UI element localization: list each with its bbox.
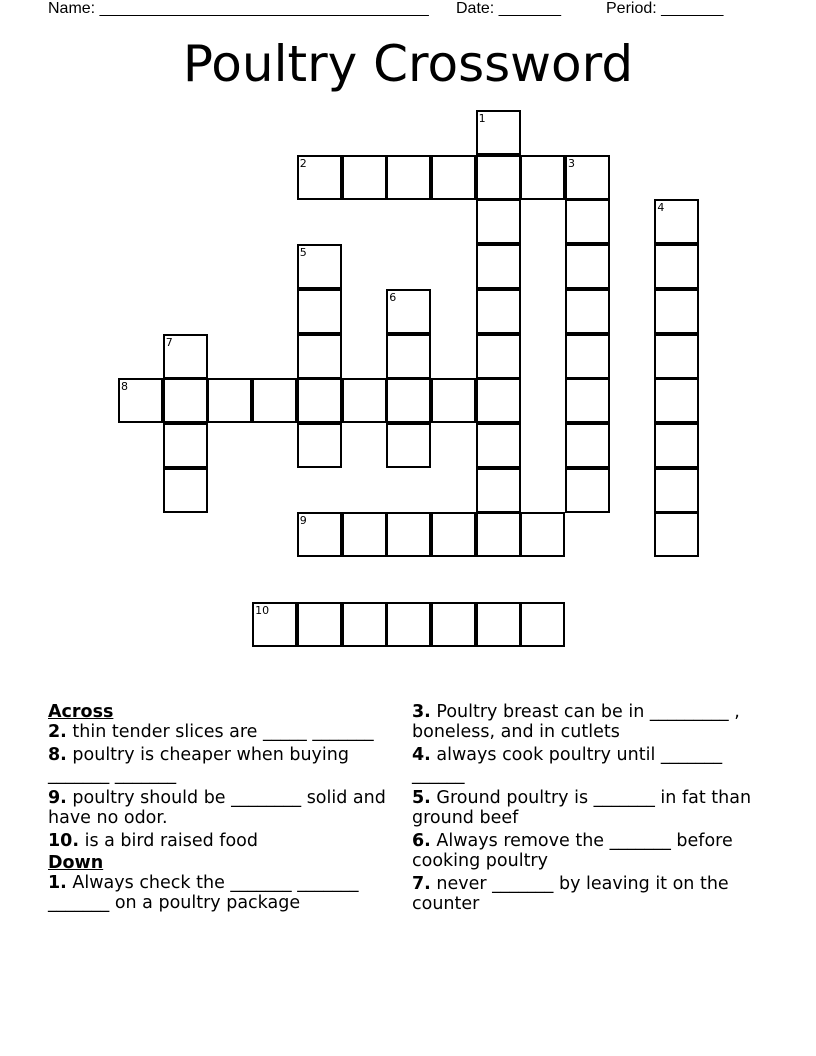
clue-number: 3 bbox=[568, 156, 575, 170]
crossword-cell[interactable] bbox=[207, 378, 252, 423]
crossword-cell[interactable] bbox=[565, 244, 610, 289]
crossword-cell[interactable] bbox=[342, 602, 387, 647]
crossword-cell[interactable] bbox=[431, 378, 476, 423]
crossword-cell[interactable] bbox=[163, 423, 208, 468]
clue-number: 4 bbox=[657, 201, 665, 215]
crossword-cell[interactable] bbox=[476, 378, 521, 423]
clue-down-6: 6. Always remove the _______ before cooking poultry bbox=[412, 831, 733, 871]
crossword-cell[interactable] bbox=[342, 512, 387, 557]
clue-across-8: 8. poultry is cheaper when buying _______ _______ bbox=[48, 745, 349, 785]
crossword-cell[interactable] bbox=[476, 512, 521, 557]
clue-number: 2 bbox=[299, 156, 307, 170]
crossword-cell[interactable] bbox=[476, 289, 521, 334]
crossword-cell[interactable] bbox=[654, 423, 699, 468]
crossword-cell[interactable] bbox=[252, 378, 297, 423]
crossword-cell[interactable] bbox=[654, 244, 699, 289]
crossword-cell[interactable] bbox=[565, 334, 610, 379]
crossword-cell[interactable] bbox=[297, 334, 342, 379]
clue-number: 8 bbox=[121, 380, 128, 394]
crossword-cell[interactable] bbox=[565, 199, 610, 244]
crossword-cell[interactable] bbox=[654, 378, 699, 423]
crossword-cell[interactable] bbox=[476, 423, 521, 468]
period-field-label[interactable]: Period: _______ bbox=[606, 0, 724, 17]
crossword-cell[interactable] bbox=[476, 155, 521, 200]
crossword-cell[interactable] bbox=[565, 468, 610, 513]
clue-across-2: 2. thin tender slices are _____ _______ bbox=[48, 722, 374, 742]
crossword-cell[interactable] bbox=[476, 199, 521, 244]
crossword-cell[interactable] bbox=[520, 602, 565, 647]
crossword-cell[interactable] bbox=[476, 602, 521, 647]
down-heading: Down bbox=[48, 853, 104, 873]
crossword-cell[interactable] bbox=[431, 512, 476, 557]
crossword-cell[interactable] bbox=[520, 512, 565, 557]
crossword-cell[interactable] bbox=[520, 155, 565, 200]
crossword-cell[interactable] bbox=[297, 378, 342, 423]
crossword-cell[interactable] bbox=[342, 155, 387, 200]
crossword-cell[interactable] bbox=[654, 199, 699, 244]
crossword-cell[interactable] bbox=[476, 468, 521, 513]
across-heading: Across bbox=[48, 702, 114, 722]
crossword-cell[interactable] bbox=[342, 378, 387, 423]
crossword-cell[interactable] bbox=[386, 289, 431, 334]
clue-number: 10 bbox=[255, 603, 270, 617]
crossword-cell[interactable] bbox=[386, 155, 431, 200]
crossword-cell[interactable] bbox=[565, 423, 610, 468]
crossword-cell[interactable] bbox=[386, 378, 431, 423]
crossword-cell[interactable] bbox=[654, 289, 699, 334]
clue-down-5: 5. Ground poultry is _______ in fat than ground beef bbox=[412, 788, 752, 828]
crossword-cell[interactable] bbox=[252, 602, 297, 647]
crossword-cell[interactable] bbox=[297, 512, 342, 557]
clue-across-10: 10. is a bird raised food bbox=[48, 831, 258, 851]
clue-down-3: 3. Poultry breast can be in _________ , boneless, and in cutlets bbox=[412, 702, 740, 742]
crossword-cell[interactable] bbox=[297, 423, 342, 468]
name-field-label[interactable]: Name: _____________________________________ bbox=[48, 0, 429, 17]
crossword-cell[interactable] bbox=[654, 468, 699, 513]
crossword-cell[interactable] bbox=[431, 155, 476, 200]
clue-number: 7 bbox=[165, 335, 173, 349]
crossword-cell[interactable] bbox=[654, 334, 699, 379]
crossword-cell[interactable] bbox=[386, 512, 431, 557]
crossword-cell[interactable] bbox=[297, 602, 342, 647]
clue-down-1: 1. Always check the _______ _______ _______ on a poultry package bbox=[48, 873, 359, 913]
crossword-cell[interactable] bbox=[386, 334, 431, 379]
clues-right-column bbox=[412, 702, 764, 917]
clue-number: 9 bbox=[299, 514, 307, 528]
crossword-cell[interactable] bbox=[565, 378, 610, 423]
crossword-cell[interactable] bbox=[476, 110, 521, 155]
clue-down-4: 4. always cook poultry until _______ ______ bbox=[412, 745, 723, 785]
crossword-cell[interactable] bbox=[476, 244, 521, 289]
crossword-cell[interactable] bbox=[386, 602, 431, 647]
clue-down-7: 7. never _______ by leaving it on the counter bbox=[412, 874, 729, 914]
page-title: Poultry Crossword bbox=[182, 35, 634, 93]
crossword-cell[interactable] bbox=[118, 378, 163, 423]
crossword-cell[interactable] bbox=[431, 602, 476, 647]
clue-number: 1 bbox=[478, 112, 486, 125]
crossword-cell[interactable] bbox=[163, 334, 208, 379]
clue-across-9: 9. poultry should be ________ solid and have no odor. bbox=[48, 788, 386, 828]
crossword-cell[interactable] bbox=[163, 378, 208, 423]
crossword-cell[interactable] bbox=[565, 155, 610, 200]
clues-left-column bbox=[48, 702, 400, 916]
clue-number: 6 bbox=[389, 290, 397, 304]
crossword-cell[interactable] bbox=[476, 334, 521, 379]
crossword-cell[interactable] bbox=[386, 423, 431, 468]
crossword-cell[interactable] bbox=[163, 468, 208, 513]
clue-number: 5 bbox=[299, 246, 307, 260]
crossword-cell[interactable] bbox=[565, 289, 610, 334]
crossword-cell[interactable] bbox=[297, 289, 342, 334]
crossword-cell[interactable] bbox=[297, 155, 342, 200]
date-field-label[interactable]: Date: _______ bbox=[456, 0, 561, 17]
crossword-cell[interactable] bbox=[654, 512, 699, 557]
crossword-cell[interactable] bbox=[297, 244, 342, 289]
